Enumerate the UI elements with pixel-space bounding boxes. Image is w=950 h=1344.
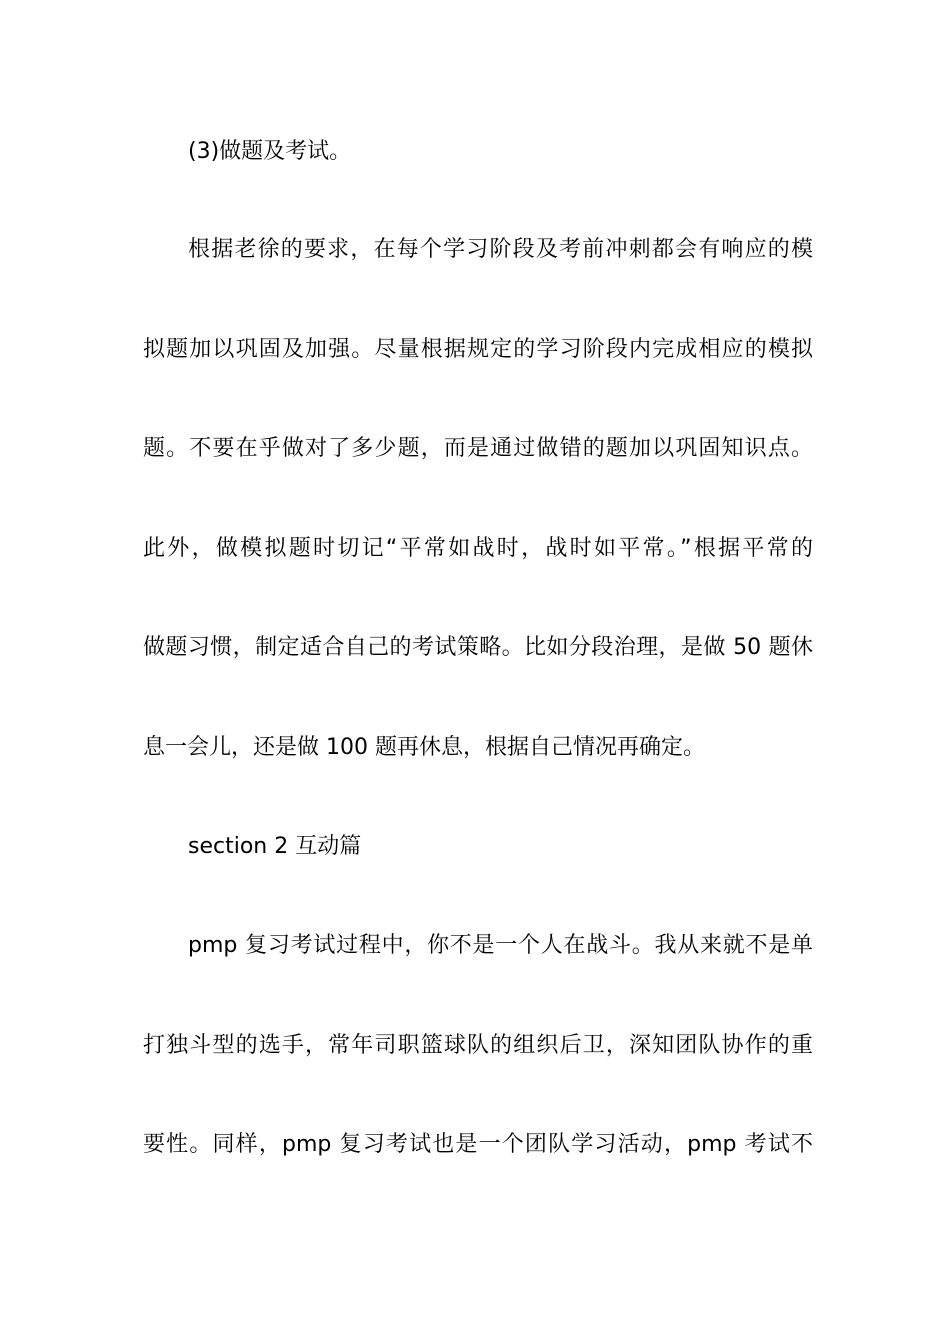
paragraph-line: 拟题加以巩固及加强。尽量根据规定的学习阶段内完成相应的模拟: [143, 337, 813, 362]
paragraph-line: pmp 复习考试过程中，你不是一个人在战斗。我从来就不是单: [188, 933, 813, 958]
paragraph-line: 要性。同样，pmp 复习考试也是一个团队学习活动，pmp 考试不: [143, 1132, 813, 1157]
paragraph-line: 做题习惯，制定适合自己的考试策略。比如分段治理，是做 50 题休: [143, 635, 813, 660]
section-heading-interaction: section 2 互动篇: [188, 834, 362, 859]
paragraph-line: 此外，做模拟题时切记“平常如战时，战时如平常。”根据平常的: [143, 536, 813, 561]
paragraph-line: 打独斗型的选手，常年司职篮球队的组织后卫，深知团队协作的重: [143, 1033, 813, 1058]
section-heading-exam: (3)做题及考试。: [188, 139, 352, 164]
paragraph-line: 题。不要在乎做对了多少题，而是通过做错的题加以巩固知识点。: [143, 436, 813, 461]
paragraph-line: 根据老徐的要求，在每个学习阶段及考前冲刺都会有响应的模: [188, 237, 813, 262]
paragraph-line: 息一会儿，还是做 100 题再休息，根据自己情况再确定。: [143, 735, 705, 760]
